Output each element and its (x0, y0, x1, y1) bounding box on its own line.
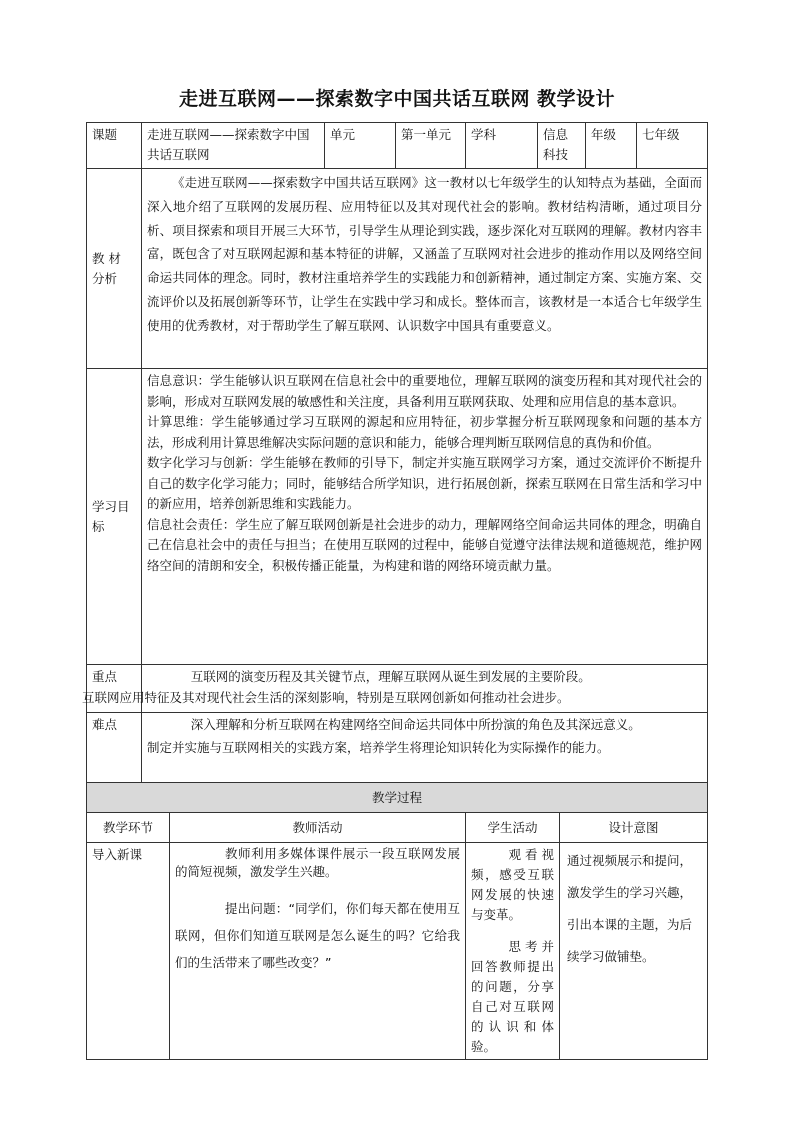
subject-value: 信息科技 (538, 123, 586, 169)
goals-row (87, 369, 708, 665)
topic-label: 课题 (87, 123, 142, 169)
difficulties-row (87, 713, 708, 783)
process-band-row (87, 783, 708, 813)
difficulties-label: 难点 (87, 713, 142, 783)
difficulty-1: 深入理解和分析互联网在构建网络空间命运共同体中所扮演的角色及其深远意义。 (190, 717, 641, 732)
key-point-2: 互联网应用特征及其对现代社会生活的深刻影响，特别是互联网创新如何推动社会进步。 (82, 689, 570, 705)
subject-label: 学科 (466, 123, 538, 169)
process-band: 教学过程 (87, 783, 708, 813)
teacher-activity-2: 提出问题：“同学们，你们每天都在使用互联网，但你们知道互联网是怎么诞生的吗？它给我们的生活带来了哪些改变？” (175, 901, 460, 970)
analysis-row (87, 169, 708, 369)
info-row (87, 123, 708, 169)
goals-label: 学习目标 (87, 369, 142, 665)
grade-label: 年级 (586, 123, 637, 169)
stage-cell: 导入新课 (87, 843, 170, 1060)
difficulty-2: 制定并实施与互联网相关的实践方案，培养学生将理论知识转化为实际操作的能力。 (147, 739, 610, 755)
teacher-activity-1: 教师利用多媒体课件展示一段互联网发展的简短视频，激发学生兴趣。 (175, 846, 460, 879)
goal-digital-learning: 数字化学习与创新：学生能够在教师的引导下，制定并实施互联网学习方案，通过交流评价不断提升自己的数字化学习能力；同时，能够结合所学知识，进行拓展创新，探索互联网在日常生活和学习中的新应用，培养创新思维和实践能力。 (147, 455, 703, 511)
analysis-label-text: 教 材 分析 (92, 250, 121, 286)
key-points-row (87, 665, 708, 713)
grade-value: 七年级 (637, 123, 708, 169)
key-points-label: 重点 (87, 665, 142, 713)
analysis-text: 《走进互联网——探索数字中国共话互联网》这一教材以七年级学生的认知特点为基础，全面而深入地介绍了互联网的发展历程、应用特征以及其对现代社会的影响。教材结构清晰，通过项目分析、项目探索和项目开展三大环节，引导学生从理论到实践，逐步深化对互联网的理解。教材内容丰富，既包含了对互联网起源和基本特征的讲解，又涵盖了互联网对社会进步的推动作用以及网络空间命运共同体的理念。同时，教材注重培养学生的实践能力和创新精神，通过制定方案、实施方案、交流评价以及拓展创新等环节，让学生在实践中学习和成长。整体而言，该教材是一本适合七年级学生使用的优秀教材，对于帮助学生了解互联网、认识数字中国具有重要意义。 (147, 175, 703, 333)
unit-value: 第一单元 (396, 123, 466, 169)
process-row (87, 843, 708, 1060)
unit-label: 单元 (325, 123, 396, 169)
topic-value: 走进互联网——探索数字中国共话互联网 (142, 123, 325, 169)
analysis-label (87, 169, 142, 369)
goal-computational-thinking: 计算思维：学生能够通过学习互联网的源起和应用特征，初步掌握分析互联网现象和问题的基本方法，形成利用计算思维解决实际问题的意识和能力，能够合理判断互联网信息的真伪和价值。 (147, 414, 703, 450)
header-student: 学生活动 (466, 813, 560, 843)
goal-info-awareness: 信息意识：学生能够认识互联网在信息社会中的重要地位，理解互联网的演变历程和其对现代社会的影响，形成对互联网发展的敏感性和关注度，具备利用互联网获取、处理和应用信息的基本意识。 (147, 373, 703, 409)
lesson-plan-table (82, 122, 708, 1060)
student-activity-2: 思考并回答教师提出的问题，分享自己对互联网的认识和体验。 (471, 939, 555, 1054)
student-activity-1: 观看视频，感受互联网发展的快速与变革。 (471, 847, 555, 922)
process-header-row (87, 813, 708, 843)
document-title: 走进互联网——探索数字中国共话互联网 教学设计 (178, 88, 616, 110)
design-intent: 通过视频展示和提问，激发学生的学习兴趣，引出本课的主题，为后续学习做铺垫。 (567, 853, 693, 964)
goal-social-responsibility: 信息社会责任：学生应了解互联网创新是社会进步的动力，理解网络空间命运共同体的理念，明确自己在信息社会中的责任与担当；在使用互联网的过程中，能够自觉遵守法律法规和道德规范，维护网络空间的清朗和安全，积极传播正能量，为构建和谐的网络环境贡献力量。 (147, 516, 703, 573)
header-intent: 设计意图 (560, 813, 708, 843)
header-stage: 教学环节 (87, 813, 170, 843)
header-teacher: 教师活动 (170, 813, 466, 843)
key-point-1: 互联网的演变历程及其关键节点，理解互联网从诞生到发展的主要阶段。 (190, 669, 591, 684)
